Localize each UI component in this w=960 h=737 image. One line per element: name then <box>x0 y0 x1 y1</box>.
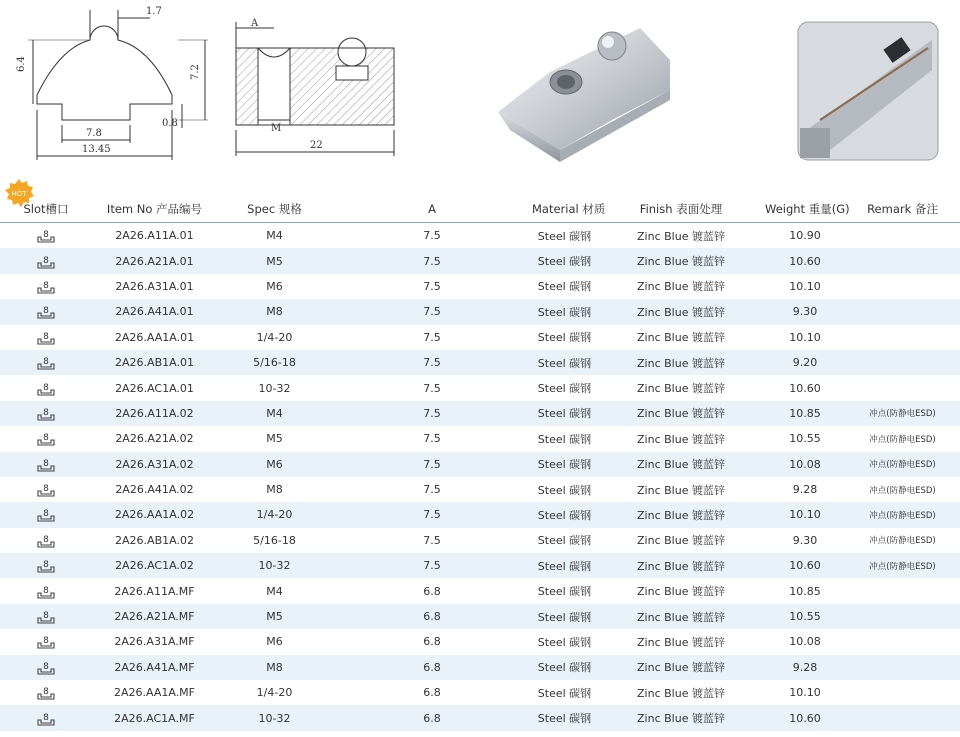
weight: 9.30 <box>792 305 818 319</box>
finish: Zinc Blue 镀蓝锌 <box>637 635 725 649</box>
material: Steel 碳钢 <box>537 559 592 573</box>
dim-7-2: 7.2 <box>190 64 201 80</box>
item-no: 2A26.AC1A.MF <box>114 711 195 725</box>
spec: M8 <box>266 483 283 497</box>
slot-size: 8 <box>43 357 49 368</box>
slot-cell <box>0 506 92 523</box>
dim-a-value: 6.8 <box>423 635 441 649</box>
material: Steel 碳钢 <box>537 356 592 370</box>
material: Steel 碳钢 <box>537 255 592 269</box>
item-no: 2A26.A21A.02 <box>115 432 194 446</box>
spec: M6 <box>266 635 283 649</box>
dim-22: 22 <box>310 140 323 151</box>
slot-cell <box>0 354 92 371</box>
finish: Zinc Blue 镀蓝锌 <box>637 382 725 396</box>
finish: Zinc Blue 镀蓝锌 <box>637 432 725 446</box>
slot-profile-icon <box>37 481 55 498</box>
hot-label: HOT <box>11 190 27 198</box>
slot-size: 8 <box>43 382 49 393</box>
item-no: 2A26.AA1A.MF <box>113 686 196 700</box>
dim-a-value: 7.5 <box>423 508 441 522</box>
slot-size: 8 <box>43 306 49 317</box>
dim-1-7: 1.7 <box>146 6 162 17</box>
dim-0-8: 0.8 <box>162 118 178 129</box>
table-row <box>0 604 960 629</box>
material: Steel 碳钢 <box>537 407 592 421</box>
slot-profile-icon <box>37 583 55 600</box>
weight: 10.85 <box>789 406 821 420</box>
weight: 9.28 <box>792 660 818 674</box>
dim-a-value: 6.8 <box>423 610 441 624</box>
slot-cell <box>0 532 92 549</box>
slot-profile-icon <box>37 633 55 650</box>
slot-profile-icon <box>37 405 55 422</box>
weight: 10.10 <box>789 508 821 522</box>
spec: M4 <box>266 229 283 243</box>
slot-cell <box>0 633 92 650</box>
slot-size: 8 <box>43 509 49 520</box>
dim-a-value: 7.5 <box>423 381 441 395</box>
spec: M6 <box>266 279 283 293</box>
spec: M5 <box>266 432 283 446</box>
spec: M4 <box>266 406 283 420</box>
finish: Zinc Blue 镀蓝锌 <box>637 458 725 472</box>
item-no: 2A26.A21A.01 <box>115 254 194 268</box>
spec: M4 <box>266 584 283 598</box>
slot-size: 8 <box>43 534 49 545</box>
slot-cell <box>0 684 92 701</box>
slot-cell <box>0 405 92 422</box>
finish: Zinc Blue 镀蓝锌 <box>637 559 725 573</box>
weight: 10.85 <box>789 584 821 598</box>
spec: 5/16-18 <box>253 533 296 547</box>
slot-size: 8 <box>43 687 49 698</box>
remark: 冲点(防静电ESD) <box>869 536 936 547</box>
spec: 10-32 <box>258 711 291 725</box>
spec: M6 <box>266 457 283 471</box>
table-row <box>0 223 960 248</box>
remark: 冲点(防静电ESD) <box>869 409 936 420</box>
material: Steel 碳钢 <box>537 458 592 472</box>
dim-6-4: 6.4 <box>16 56 27 72</box>
slot-profile-icon <box>37 684 55 701</box>
col-slot: Slot槽口 <box>23 202 69 216</box>
slot-size: 8 <box>43 458 49 469</box>
slot-cell <box>0 583 92 600</box>
dim-a-value: 7.5 <box>423 229 441 243</box>
col-material: Material 材质 <box>532 202 606 216</box>
finish: Zinc Blue 镀蓝锌 <box>637 508 725 522</box>
table-row <box>0 528 960 553</box>
table-row <box>0 325 960 350</box>
slot-cell <box>0 329 92 346</box>
slot-size: 8 <box>43 661 49 672</box>
dim-a-value: 6.8 <box>423 686 441 700</box>
item-no: 2A26.A31A.01 <box>115 279 194 293</box>
weight: 10.55 <box>789 432 821 446</box>
slot-profile-icon <box>37 278 55 295</box>
item-no: 2A26.A21A.MF <box>114 610 195 624</box>
item-no: 2A26.AC1A.01 <box>115 381 194 395</box>
spec: 10-32 <box>258 559 291 573</box>
weight: 10.08 <box>789 635 821 649</box>
slot-profile-icon <box>37 354 55 371</box>
item-no: 2A26.A11A.02 <box>115 406 194 420</box>
remark: 冲点(防静电ESD) <box>869 460 936 471</box>
finish: Zinc Blue 镀蓝锌 <box>637 534 725 548</box>
weight: 9.30 <box>792 533 818 547</box>
dim-a-value: 7.5 <box>423 305 441 319</box>
item-no: 2A26.A31A.MF <box>114 635 195 649</box>
weight: 10.60 <box>789 559 821 573</box>
remark: 冲点(防静电ESD) <box>869 510 936 521</box>
slot-profile-icon <box>37 532 55 549</box>
finish: Zinc Blue 镀蓝锌 <box>637 356 725 370</box>
table-row <box>0 375 960 400</box>
table-row <box>0 248 960 273</box>
slot-cell <box>0 253 92 270</box>
section-view-drawing <box>236 22 394 156</box>
table-body <box>0 223 960 731</box>
item-no: 2A26.A11A.MF <box>114 584 195 598</box>
material: Steel 碳钢 <box>537 432 592 446</box>
material: Steel 碳钢 <box>537 483 592 497</box>
slot-size: 8 <box>43 280 49 291</box>
table-row <box>0 350 960 375</box>
finish: Zinc Blue 镀蓝锌 <box>637 331 725 345</box>
slot-size: 8 <box>43 636 49 647</box>
spec: M8 <box>266 305 283 319</box>
finish: Zinc Blue 镀蓝锌 <box>637 229 725 243</box>
finish: Zinc Blue 镀蓝锌 <box>637 280 725 294</box>
table-row <box>0 629 960 654</box>
slot-size: 8 <box>43 585 49 596</box>
dim-13-45: 13.45 <box>82 144 111 155</box>
col-remark: Remark 备注 <box>867 202 938 216</box>
slot-cell <box>0 278 92 295</box>
dim-a-value: 7.5 <box>423 432 441 446</box>
dim-a-value: 7.5 <box>423 559 441 573</box>
spec: 1/4-20 <box>256 330 293 344</box>
dim-a-value: 7.5 <box>423 254 441 268</box>
slot-profile-icon <box>37 430 55 447</box>
material: Steel 碳钢 <box>537 686 592 700</box>
slot-size: 8 <box>43 255 49 266</box>
slot-profile-icon <box>37 380 55 397</box>
dim-a-value: 6.8 <box>423 584 441 598</box>
dim-a-value: 6.8 <box>423 711 441 725</box>
slot-profile-icon <box>37 456 55 473</box>
material: Steel 碳钢 <box>537 585 592 599</box>
slot-profile-icon <box>37 608 55 625</box>
finish: Zinc Blue 镀蓝锌 <box>637 305 725 319</box>
technical-drawings <box>0 0 960 178</box>
material: Steel 碳钢 <box>537 534 592 548</box>
dim-a: A <box>251 18 259 29</box>
material: Steel 碳钢 <box>537 635 592 649</box>
slot-cell <box>0 557 92 574</box>
slot-profile-icon <box>37 303 55 320</box>
slot-profile-icon <box>37 329 55 346</box>
weight: 10.08 <box>789 457 821 471</box>
slot-cell <box>0 456 92 473</box>
table-row <box>0 299 960 324</box>
col-weight: Weight 重量(G) <box>765 202 850 216</box>
table-row <box>0 401 960 426</box>
table-row <box>0 553 960 578</box>
material: Steel 碳钢 <box>537 661 592 675</box>
slot-size: 8 <box>43 331 49 342</box>
finish: Zinc Blue 镀蓝锌 <box>637 661 725 675</box>
col-spec: Spec 规格 <box>247 202 302 216</box>
item-no: 2A26.A41A.02 <box>115 483 194 497</box>
slot-profile-icon <box>37 710 55 727</box>
slot-cell <box>0 227 92 244</box>
slot-cell <box>0 710 92 727</box>
material: Steel 碳钢 <box>537 382 592 396</box>
item-no: 2A26.AB1A.01 <box>115 356 194 370</box>
table-row <box>0 426 960 451</box>
weight: 9.28 <box>792 483 818 497</box>
slot-profile-icon <box>37 506 55 523</box>
table-row <box>0 502 960 527</box>
dim-a-value: 7.5 <box>423 356 441 370</box>
slot-cell <box>0 430 92 447</box>
slot-size: 8 <box>43 611 49 622</box>
weight: 9.20 <box>792 356 818 370</box>
slot-cell <box>0 608 92 625</box>
remark: 冲点(防静电ESD) <box>869 434 936 445</box>
slot-profile-icon <box>37 253 55 270</box>
dim-a-value: 7.5 <box>423 279 441 293</box>
weight: 10.10 <box>789 686 821 700</box>
slot-profile-icon <box>37 227 55 244</box>
dim-m: M <box>271 123 282 134</box>
col-a: A <box>428 202 436 216</box>
table-row <box>0 655 960 680</box>
item-no: 2A26.AC1A.02 <box>115 559 194 573</box>
item-no: 2A26.A41A.MF <box>114 660 195 674</box>
finish: Zinc Blue 镀蓝锌 <box>637 407 725 421</box>
slot-cell <box>0 380 92 397</box>
table-row <box>0 578 960 603</box>
weight: 10.55 <box>789 610 821 624</box>
slot-profile-icon <box>37 659 55 676</box>
dim-a-value: 7.5 <box>423 406 441 420</box>
item-no: 2A26.A11A.01 <box>115 229 194 243</box>
table-row <box>0 274 960 299</box>
finish: Zinc Blue 镀蓝锌 <box>637 255 725 269</box>
weight: 10.10 <box>789 330 821 344</box>
finish: Zinc Blue 镀蓝锌 <box>637 610 725 624</box>
material: Steel 碳钢 <box>537 280 592 294</box>
spec: 1/4-20 <box>256 508 293 522</box>
slot-size: 8 <box>43 484 49 495</box>
table-row <box>0 452 960 477</box>
table-row <box>0 705 960 730</box>
weight: 10.60 <box>789 381 821 395</box>
material: Steel 碳钢 <box>537 712 592 726</box>
table-header <box>0 196 960 223</box>
finish: Zinc Blue 镀蓝锌 <box>637 686 725 700</box>
material: Steel 碳钢 <box>537 331 592 345</box>
material: Steel 碳钢 <box>537 508 592 522</box>
item-no: 2A26.A41A.01 <box>115 305 194 319</box>
spec: 1/4-20 <box>256 686 293 700</box>
spec: 5/16-18 <box>253 356 296 370</box>
dim-a-value: 7.5 <box>423 483 441 497</box>
table-row <box>0 477 960 502</box>
weight: 10.60 <box>789 254 821 268</box>
product-render <box>498 28 670 162</box>
table-row <box>0 680 960 705</box>
slot-size: 8 <box>43 712 49 723</box>
spec-table <box>0 196 960 731</box>
material: Steel 碳钢 <box>537 305 592 319</box>
item-no: 2A26.A31A.02 <box>115 457 194 471</box>
slot-profile-icon <box>37 557 55 574</box>
finish: Zinc Blue 镀蓝锌 <box>637 483 725 497</box>
material: Steel 碳钢 <box>537 229 592 243</box>
slot-cell <box>0 303 92 320</box>
spec: M5 <box>266 254 283 268</box>
dim-a-value: 7.5 <box>423 330 441 344</box>
weight: 10.60 <box>789 711 821 725</box>
weight: 10.10 <box>789 279 821 293</box>
finish: Zinc Blue 镀蓝锌 <box>637 585 725 599</box>
spec: 10-32 <box>258 381 291 395</box>
dim-a-value: 7.5 <box>423 533 441 547</box>
slot-cell <box>0 659 92 676</box>
item-no: 2A26.AB1A.02 <box>115 533 194 547</box>
col-finish: Finish 表面处理 <box>639 202 723 216</box>
front-view-drawing <box>28 10 208 160</box>
remark: 冲点(防静电ESD) <box>869 561 936 572</box>
item-no: 2A26.AA1A.02 <box>114 508 195 522</box>
assembly-photo <box>798 22 938 160</box>
slot-size: 8 <box>43 407 49 418</box>
spec: M5 <box>266 610 283 624</box>
slot-size: 8 <box>43 560 49 571</box>
dim-7-8: 7.8 <box>86 128 102 139</box>
weight: 10.90 <box>789 229 821 243</box>
slot-cell <box>0 481 92 498</box>
col-item-no: Item No 产品编号 <box>106 202 203 216</box>
item-no: 2A26.AA1A.01 <box>114 330 195 344</box>
spec: M8 <box>266 660 283 674</box>
slot-size: 8 <box>43 433 49 444</box>
material: Steel 碳钢 <box>537 610 592 624</box>
dim-a-value: 6.8 <box>423 660 441 674</box>
dim-a-value: 7.5 <box>423 457 441 471</box>
remark: 冲点(防静电ESD) <box>869 485 936 496</box>
finish: Zinc Blue 镀蓝锌 <box>637 712 725 726</box>
slot-size: 8 <box>43 230 49 241</box>
